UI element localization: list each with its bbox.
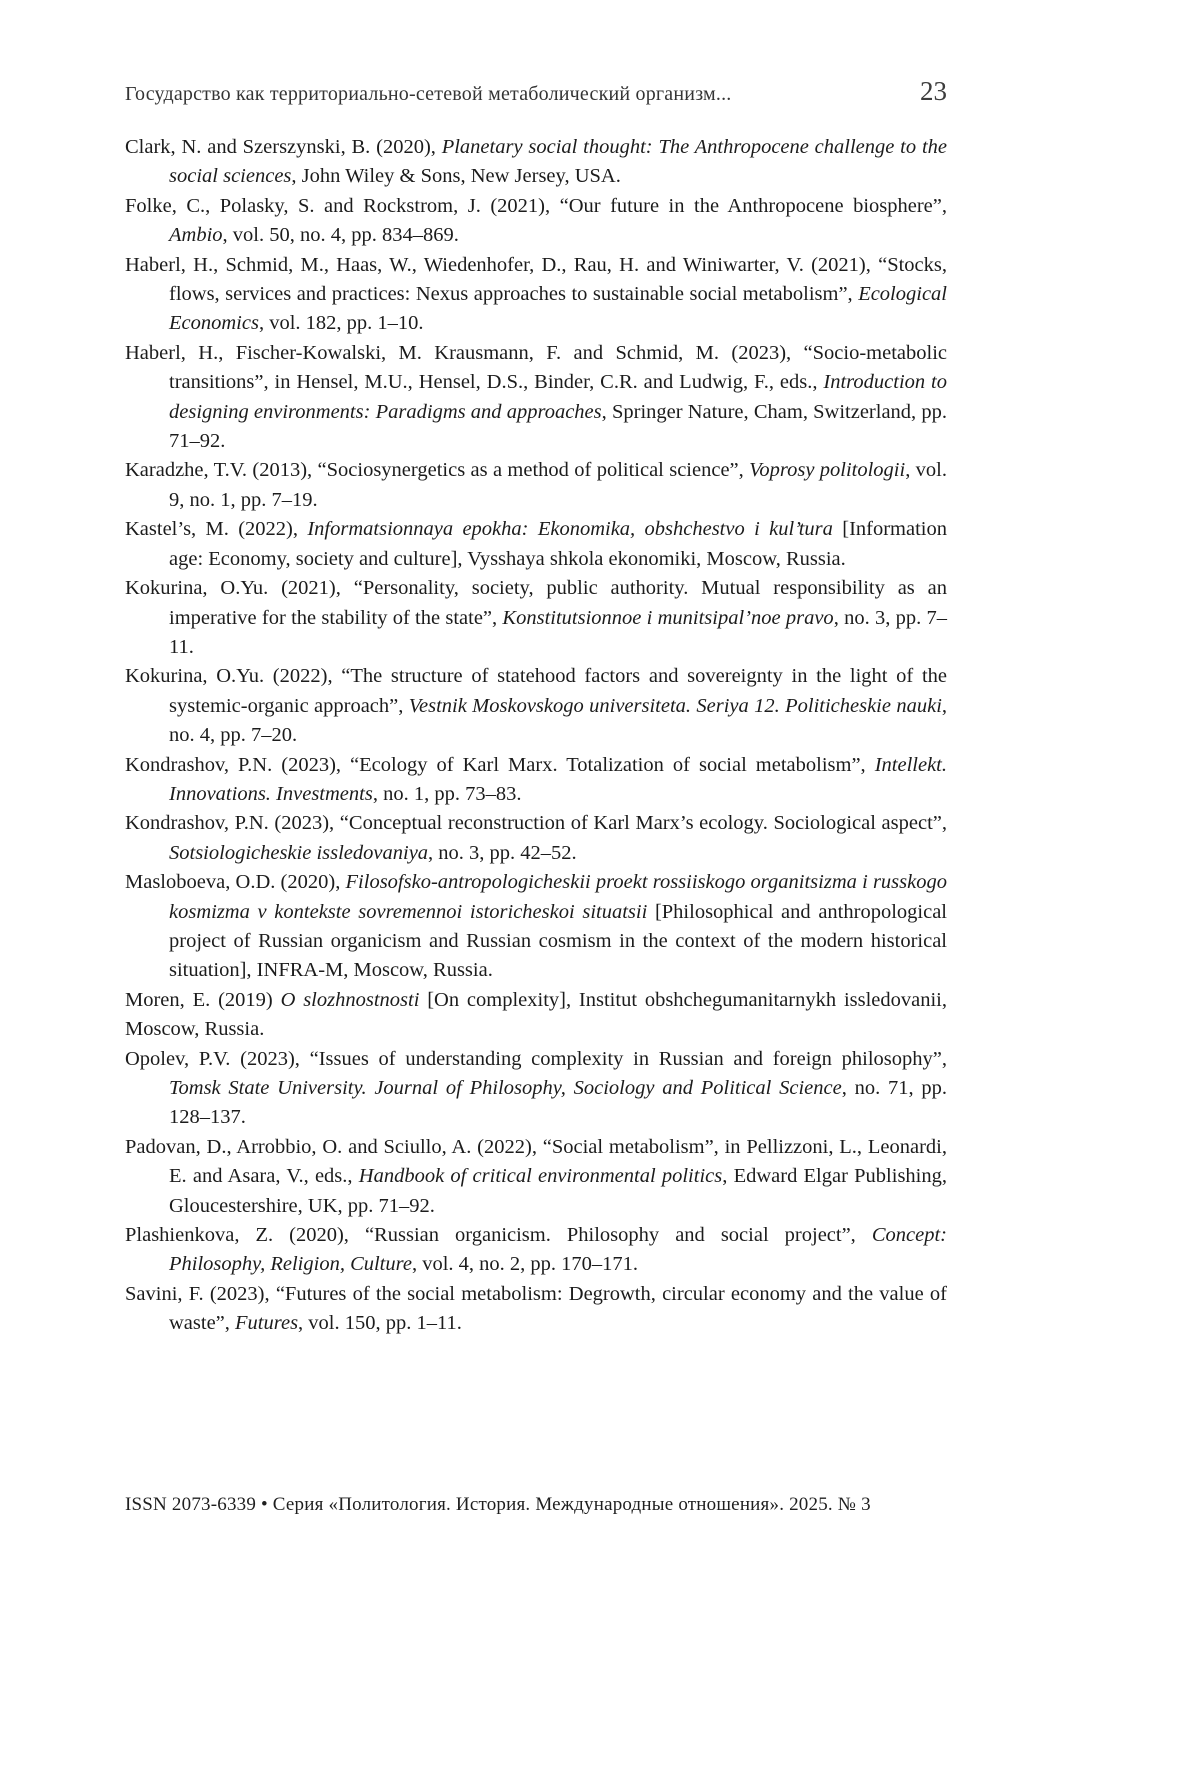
reference-text: Haberl, H., Fischer-Kowalski, M. Krausmann, F. and Schmid, M. (2023), “Socio-metabolic transitions”, in Hensel, M.U., Hensel, D.S., Binder, C.R. and Ludwig, F., eds., xyxy=(125,341,947,394)
reference-title-italic: Informatsionnaya epokha: Ekonomika, obshchestvo i kul’tura xyxy=(307,518,833,541)
reference-text: Kastel’s, M. (2022), xyxy=(125,518,308,541)
reference-entry xyxy=(125,751,947,810)
reference-text: Padovan, D., Arrobbio, O. and Sciullo, A. (2022), “Social metabolism”, in Pellizzoni, L., Leonardi, E. and Asara, V., eds., xyxy=(125,1135,947,1188)
reference-text: [On complexity], Institut obshchegumanitarnykh issledovanii, Moscow, Russia. xyxy=(125,988,948,1041)
reference-title-italic: Tomsk State University. Journal of Philosophy, Sociology and Political Science xyxy=(169,1077,842,1099)
reference-entry xyxy=(125,192,947,251)
reference-text: , no. 3, pp. 42–52. xyxy=(428,841,577,864)
reference-title-italic: Introduction to designing environments: Paradigms and approaches xyxy=(169,371,947,423)
page-number: 23 xyxy=(920,76,947,106)
reference-title-italic: Futures xyxy=(235,1312,299,1335)
reference-text: Savini, F. (2023), “Futures of the social metabolism: Degrowth, circular economy and the value of waste”, xyxy=(125,1282,947,1335)
reference-entry xyxy=(125,1221,947,1280)
reference-title-italic: Filosofsko-antropologicheskii proekt rossiiskogo organitsizma i russkogo kosmizma v kontekste sovremennoi istoricheskoi situatsii xyxy=(169,871,947,923)
reference-title-italic: Ambio xyxy=(169,224,223,247)
reference-entry xyxy=(125,456,947,515)
reference-text: [Philosophical and anthropological project of Russian organicism and Russian cosmism in the context of the modern historical situation], INFRA-M, Moscow, Russia. xyxy=(169,900,947,982)
reference-text: [Information age: Economy, society and culture], Vysshaya shkola ekonomiki, Moscow, Russia. xyxy=(169,518,947,570)
reference-text: , John Wiley & Sons, New Jersey, USA. xyxy=(291,165,621,188)
reference-entry xyxy=(125,251,947,339)
reference-entry xyxy=(125,574,947,662)
reference-entry xyxy=(125,515,947,574)
reference-text: , Edward Elgar Publishing, Gloucestershire, UK, pp. 71–92. xyxy=(169,1165,947,1217)
reference-title-italic: Konstitutsionnoe i munitsipal’noe pravo xyxy=(502,606,834,629)
reference-title-italic: Planetary social thought: The Anthropocene challenge to the social sciences xyxy=(169,136,947,188)
reference-title-italic: O slozhnostnosti xyxy=(280,988,420,1011)
reference-entry xyxy=(125,662,947,750)
reference-entry xyxy=(125,133,947,192)
reference-title-italic: Vestnik Moskovskogo universiteta. Seriya 12. Politicheskie nauki xyxy=(408,694,942,717)
reference-text: Masloboeva, O.D. (2020), xyxy=(125,871,346,894)
reference-text: , no. 3, pp. 7–11. xyxy=(169,606,947,658)
reference-text: Moren, E. (2019) xyxy=(125,988,281,1011)
reference-text: Kokurina, O.Yu. (2022), “The structure of statehood factors and sovereignty in the light of the systemic-organic approach”, xyxy=(125,665,947,717)
reference-text: Opolev, P.V. (2023), “Issues of understanding complexity in Russian and foreign philosophy”, xyxy=(125,1047,947,1070)
running-head xyxy=(125,76,947,107)
reference-list xyxy=(125,133,947,1339)
reference-entry xyxy=(125,809,947,868)
reference-entry xyxy=(125,1280,947,1339)
reference-entry xyxy=(125,1133,947,1221)
reference-text: , no. 1, pp. 73–83. xyxy=(372,782,522,805)
reference-entry xyxy=(125,1045,947,1133)
reference-text: , vol. 150, pp. 1–11. xyxy=(298,1312,462,1335)
reference-text: Plashienkova, Z. (2020), “Russian organicism. Philosophy and social project”, xyxy=(125,1224,872,1247)
reference-text: , vol. 9, no. 1, pp. 7–19. xyxy=(169,459,948,511)
running-title: Государство как территориально-сетевой метаболический организм... xyxy=(125,83,732,105)
reference-text: , Springer Nature, Cham, Switzerland, pp. 71–92. xyxy=(169,400,947,453)
reference-text: , vol. 50, no. 4, pp. 834–869. xyxy=(222,224,459,247)
reference-title-italic: Ecological Economics xyxy=(169,283,947,335)
reference-text: , vol. 182, pp. 1–10. xyxy=(258,312,424,335)
reference-text: Kondrashov, P.N. (2023), “Ecology of Karl Marx. Totalization of social metabolism”, xyxy=(125,753,875,776)
reference-text: , vol. 4, no. 2, pp. 170–171. xyxy=(411,1253,639,1276)
reference-text: Folke, C., Polasky, S. and Rockstrom, J. (2021), “Our future in the Anthropocene biosphere”, xyxy=(125,194,947,217)
page-content xyxy=(125,76,947,1339)
reference-title-italic: Concept: Philosophy, Religion, Culture xyxy=(169,1224,947,1276)
reference-entry xyxy=(125,986,947,1045)
reference-entry xyxy=(125,868,947,986)
reference-title-italic: Voprosy politologii xyxy=(749,459,906,482)
reference-text: Clark, N. and Szerszynski, B. (2020), xyxy=(125,136,442,158)
reference-entry xyxy=(125,339,947,457)
reference-text: Karadzhe, T.V. (2013), “Sociosynergetics as a method of political science”, xyxy=(125,459,750,482)
reference-text: , no. 4, pp. 7–20. xyxy=(169,694,948,747)
reference-text: Kokurina, O.Yu. (2021), “Personality, society, public authority. Mutual responsibility as an imperative for the stability of the state”, xyxy=(125,577,947,629)
page-footer: ISSN 2073-6339 • Серия «Политология. История. Международные отношения». 2025. № 3 xyxy=(125,1494,871,1515)
reference-title-italic: Handbook of critical environmental politics xyxy=(358,1165,723,1188)
reference-title-italic: Intellekt. Innovations. Investments xyxy=(169,753,947,805)
reference-text: Haberl, H., Schmid, M., Haas, W., Wiedenhofer, D., Rau, H. and Winiwarter, V. (2021), “Stocks, flows, services and practices: Nexus approaches to sustainable social metabolism”, xyxy=(125,253,947,306)
reference-text: , no. 71, pp. 128–137. xyxy=(169,1077,947,1129)
reference-text: Kondrashov, P.N. (2023), “Conceptual reconstruction of Karl Marx’s ecology. Sociological aspect”, xyxy=(125,812,947,835)
reference-title-italic: Sotsiologicheskie issledovaniya xyxy=(169,841,429,864)
